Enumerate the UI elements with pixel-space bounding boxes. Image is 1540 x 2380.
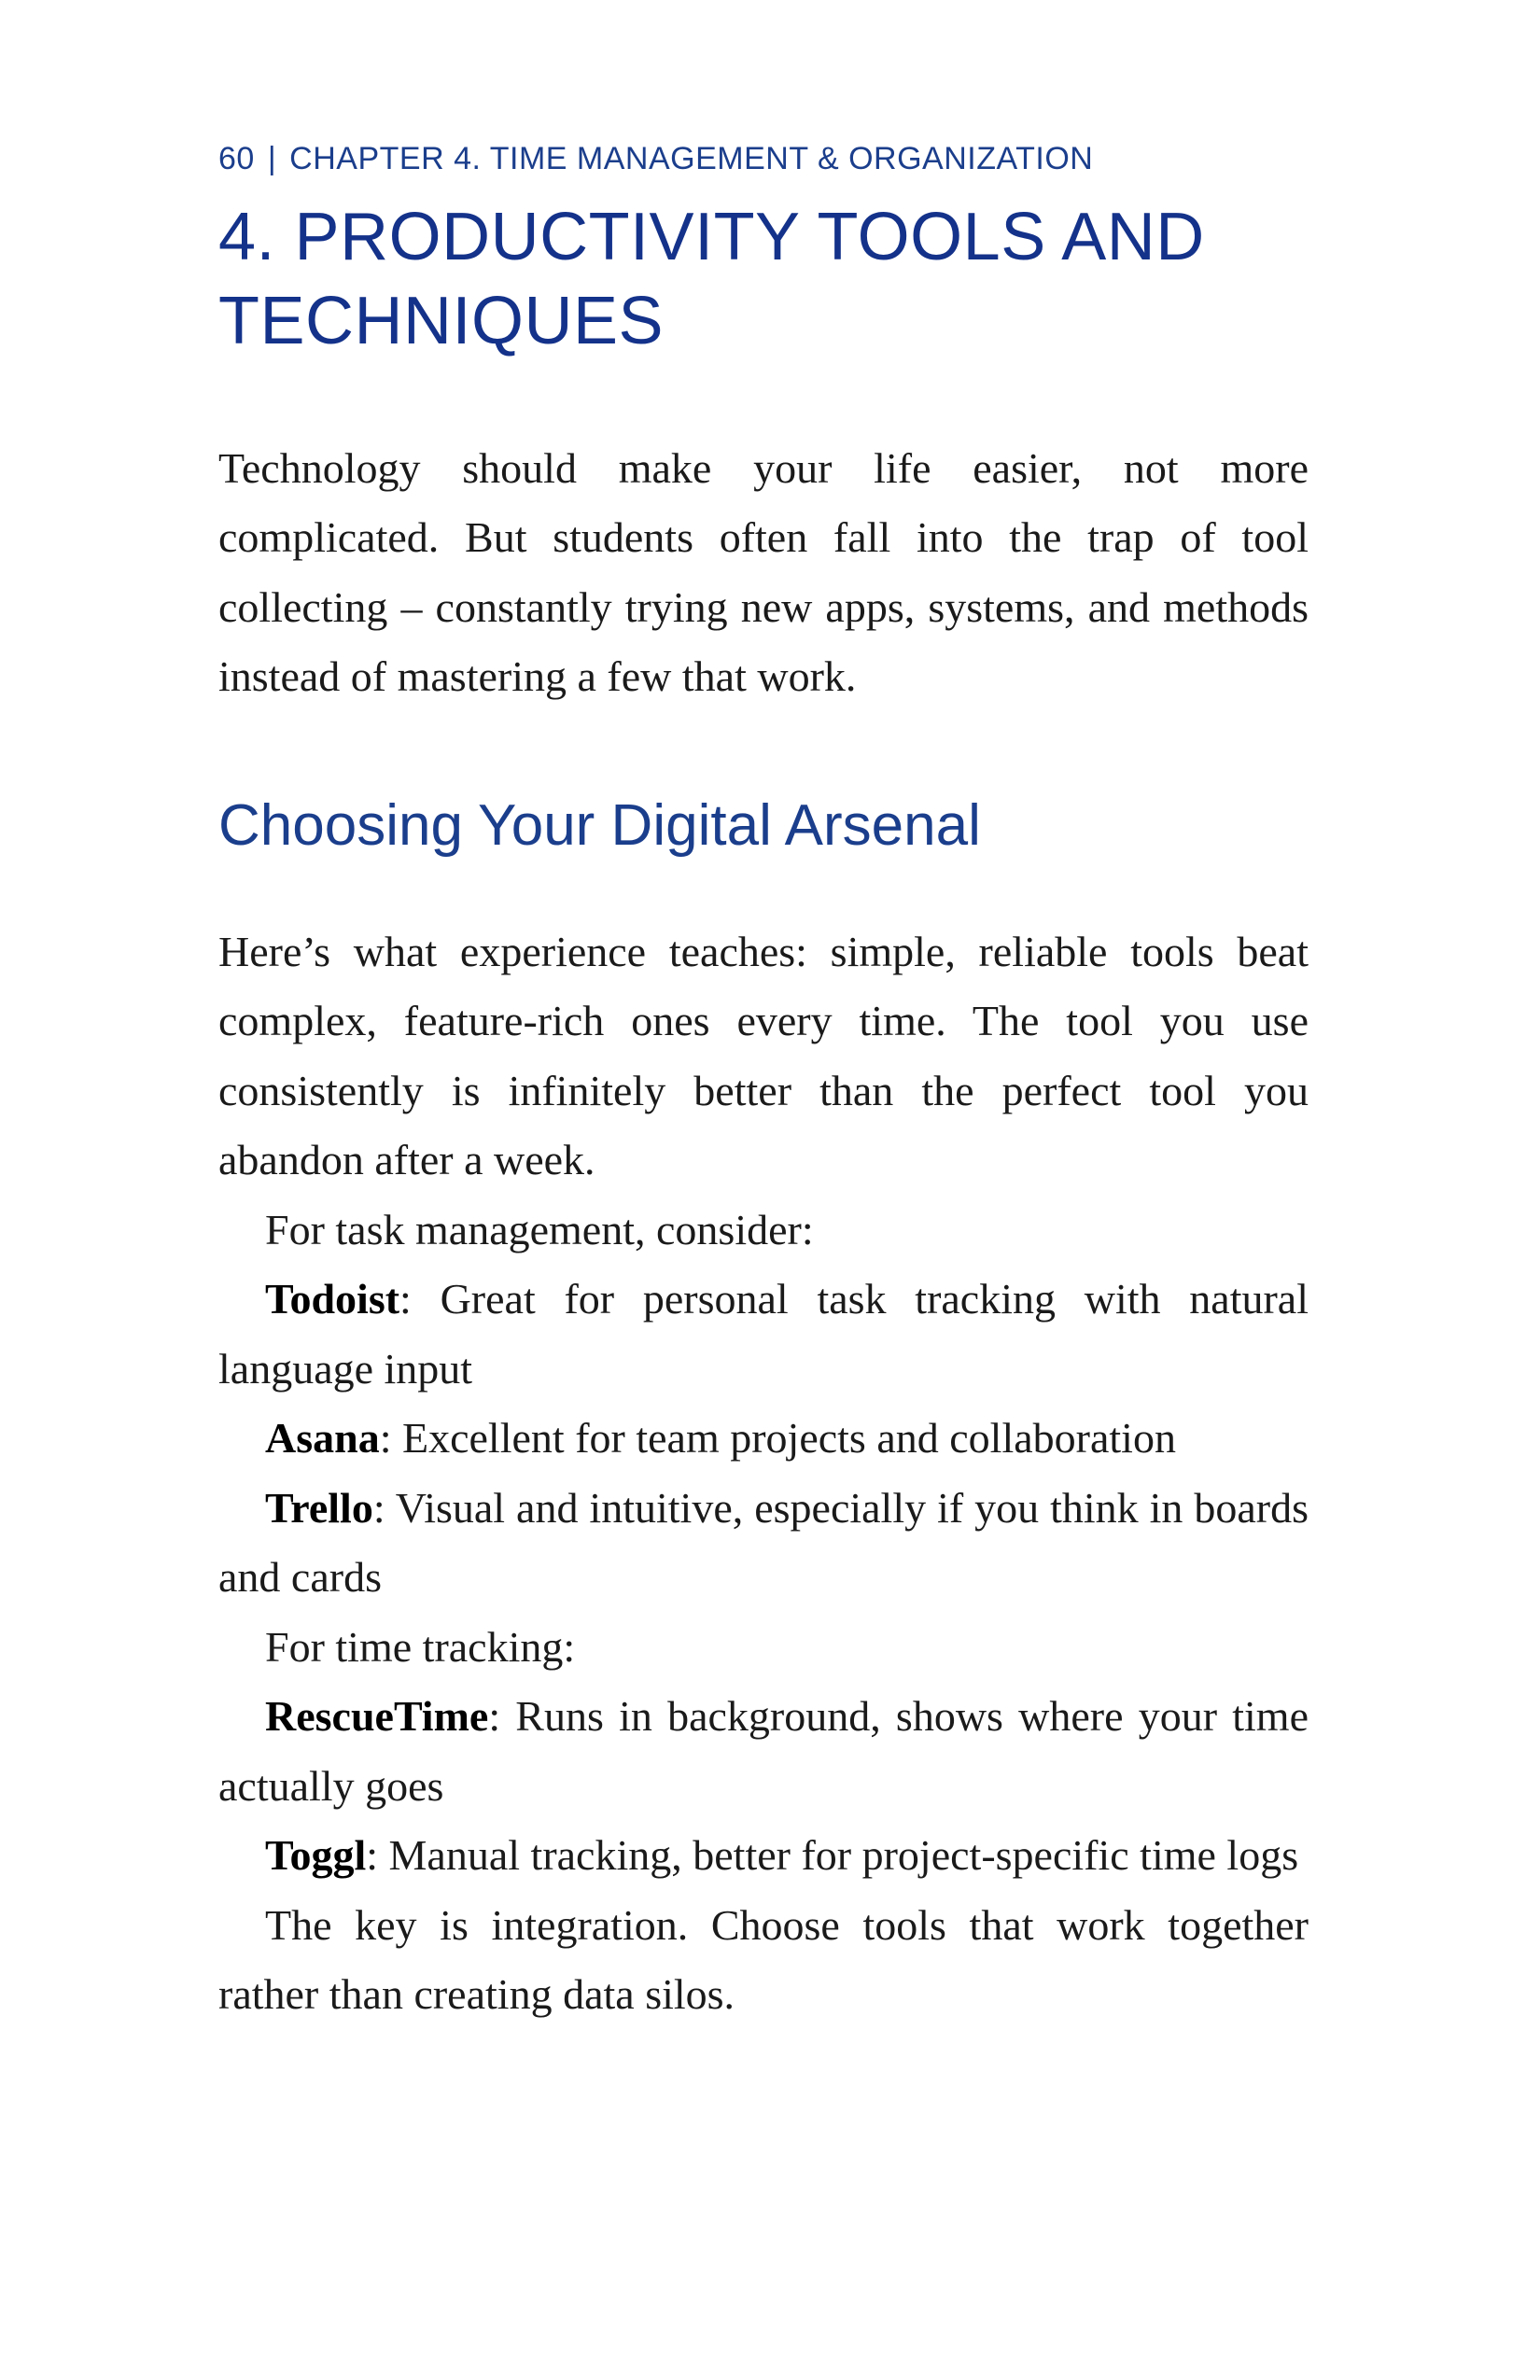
section-heading: Choosing Your Digital Arsenal bbox=[218, 792, 981, 858]
chapter-title: 4. PRODUCTIVITY TOOLS AND TECHNIQUES bbox=[218, 199, 1205, 358]
chapter-label: CHAPTER 4. TIME MANAGEMENT & ORGANIZATION bbox=[289, 141, 1094, 176]
tool-item-rescuetime bbox=[218, 1682, 1309, 1821]
tool-name: Asana bbox=[265, 1414, 380, 1463]
tool-item-todoist bbox=[218, 1265, 1309, 1404]
tool-name: RescueTime bbox=[265, 1692, 489, 1741]
tool-item-trello bbox=[218, 1474, 1309, 1613]
tool-name: Toggl bbox=[265, 1831, 367, 1880]
tool-description: : Great for personal task tracking with natural language input bbox=[218, 1275, 1309, 1393]
section-paragraph: Here’s what experience teaches: simple, reliable tools beat complex, feature-rich ones every time. The tool you use consistently is infinitely better than the perfect tool you abandon after a week. bbox=[218, 927, 1309, 1184]
closing-paragraph: The key is integration. Choose tools that work together rather than creating data silos. bbox=[218, 1900, 1309, 2019]
tool-description: : Manual tracking, better for project-specific time logs bbox=[366, 1831, 1299, 1880]
tool-item-toggl bbox=[218, 1821, 1309, 1891]
tool-description: : Excellent for team projects and collaboration bbox=[379, 1414, 1176, 1463]
tool-description: : Runs in background, shows where your time actually goes bbox=[218, 1692, 1309, 1810]
task-management-intro: For task management, consider: bbox=[265, 1205, 814, 1253]
page-number: 60 bbox=[218, 141, 255, 176]
time-tracking-intro: For time tracking: bbox=[265, 1622, 576, 1671]
header-separator: | bbox=[267, 141, 277, 176]
tool-name: Trello bbox=[265, 1483, 373, 1532]
tool-item-asana bbox=[218, 1404, 1309, 1474]
intro-paragraph: Technology should make your life easier, not more complicated. But students often fall into the trap of tool collecting – constantly trying new apps, systems, and methods instead of mastering a few that work. bbox=[218, 443, 1309, 701]
tool-name: Todoist bbox=[265, 1275, 400, 1323]
running-head bbox=[218, 140, 1309, 178]
page-content bbox=[218, 140, 1309, 2030]
tool-description: : Visual and intuitive, especially if you think in boards and cards bbox=[218, 1483, 1309, 1602]
